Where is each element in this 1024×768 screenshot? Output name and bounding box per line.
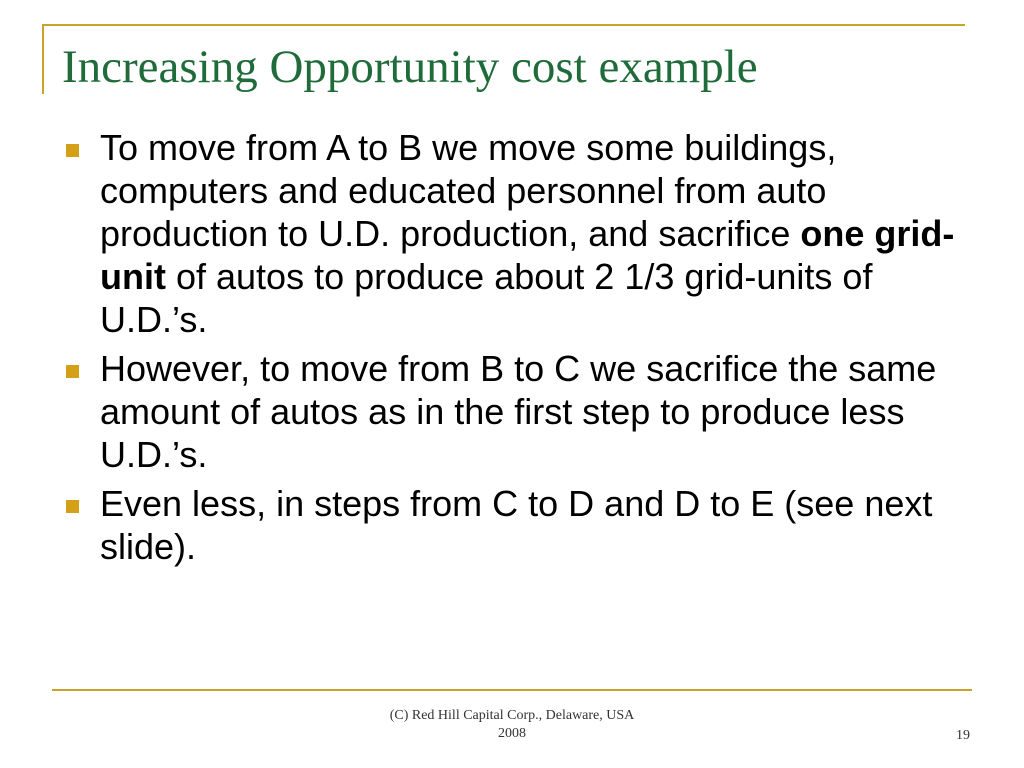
page-number: 19: [956, 728, 970, 743]
bullet-1-text-after: of autos to produce about 2 1/3 grid-units of U.D.’s.: [100, 256, 873, 340]
footer-copyright: [300, 707, 724, 743]
left-rule: [42, 24, 44, 94]
bullet-item-2: [62, 347, 974, 476]
bullet-item-1: [62, 126, 974, 341]
bullet-item-3: [62, 482, 974, 568]
bullet-2-text: However, to move from B to C we sacrifice the same amount of autos as in the first step to produce less U.D.’s.: [100, 348, 937, 475]
bullet-1-text-before: To move from A to B we move some buildings, computers and educated personnel from auto production to U.D. production, and sacrifice: [100, 127, 837, 254]
square-bullet-icon: [66, 500, 79, 513]
slide-title: Increasing Opportunity cost example: [62, 41, 758, 93]
footer-line-2: 2008: [498, 726, 526, 741]
square-bullet-icon: [66, 144, 79, 157]
bottom-rule: [52, 689, 972, 691]
top-rule: [42, 24, 965, 26]
bullet-list: [62, 126, 974, 574]
square-bullet-icon: [66, 365, 79, 378]
bullet-3-text: Even less, in steps from C to D and D to E (see next slide).: [100, 483, 933, 567]
bullet-1-bold-text: one grid-unit: [100, 213, 955, 297]
footer-line-1: (C) Red Hill Capital Corp., Delaware, USA: [389, 708, 635, 723]
